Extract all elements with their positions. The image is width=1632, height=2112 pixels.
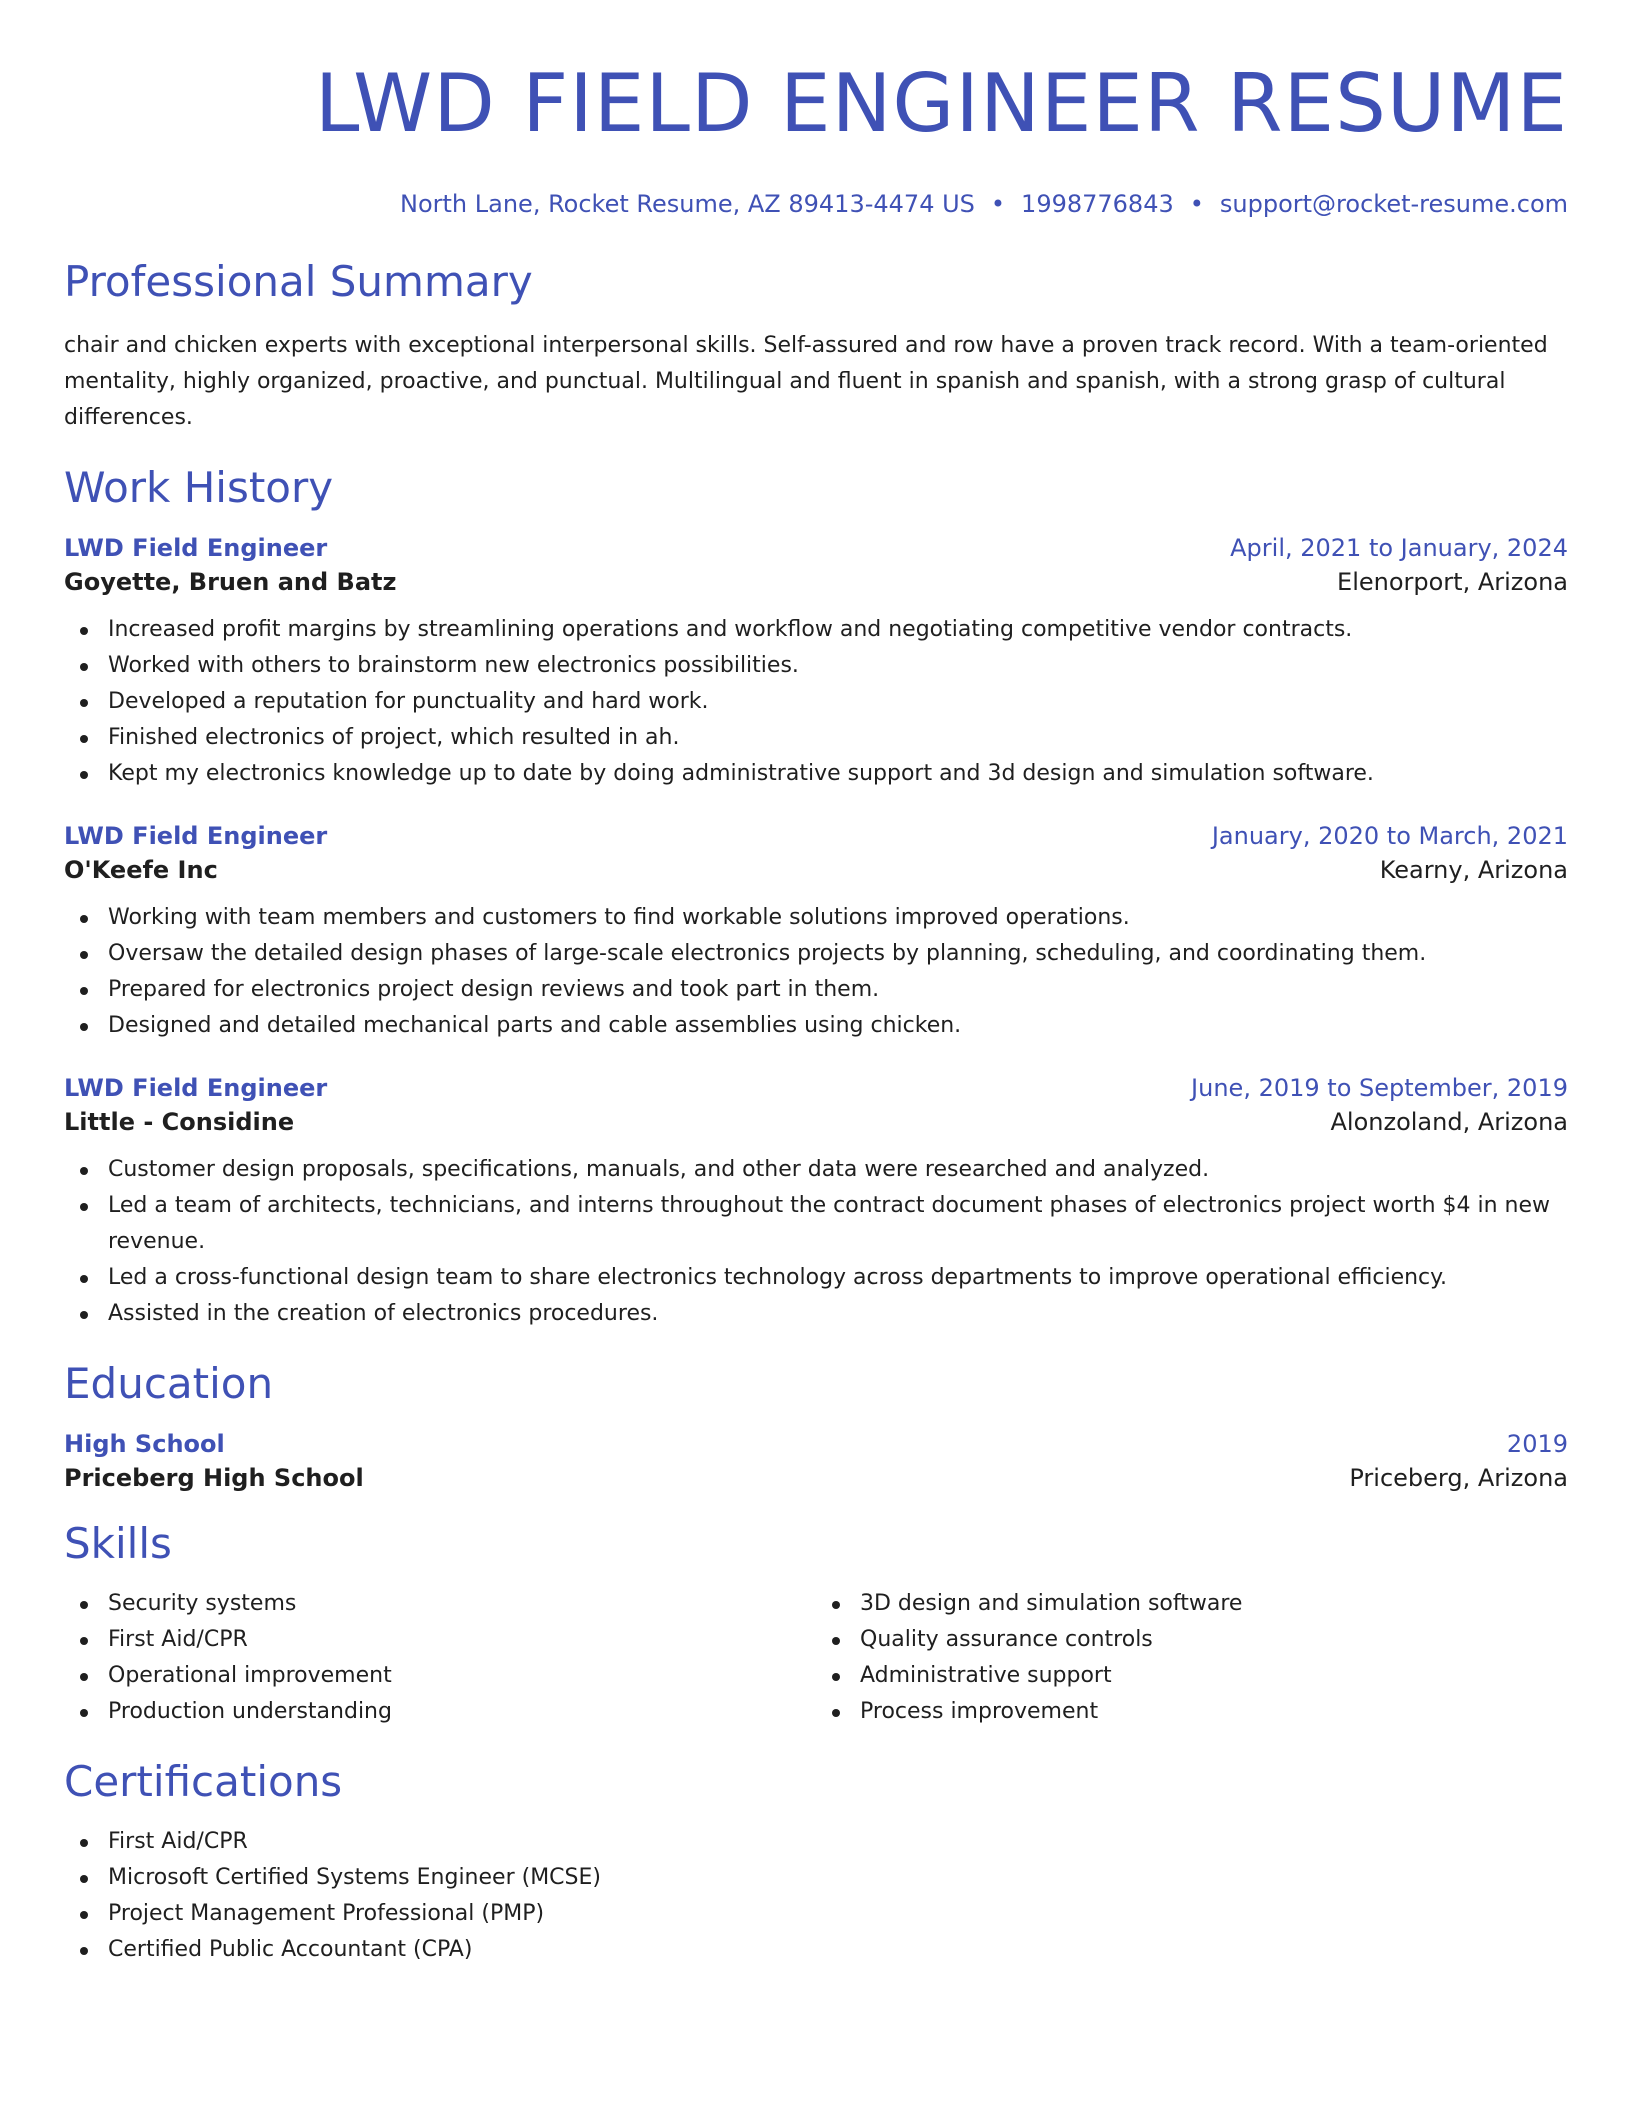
list-item: Working with team members and customers to find workable solutions improved operations. [64,900,1568,936]
contact-phone: 1998776843 [1021,190,1174,218]
list-item: Security systems [64,1586,816,1622]
list-item: Microsoft Certified Systems Engineer (MCSE) [64,1860,1568,1896]
education-school-row [64,1464,1568,1492]
job-title: LWD Field Engineer [64,534,328,562]
skills-heading: Skills [64,1519,172,1568]
education-degree: High School [64,1430,225,1458]
education-school: Priceberg High School [64,1464,364,1492]
list-item: Worked with others to brainstorm new electronics possibilities. [64,648,1568,684]
list-item: Oversaw the detailed design phases of large-scale electronics projects by planning, scheduling, and coordinating them. [64,936,1568,972]
certifications-list [64,1824,1568,1968]
job-title: LWD Field Engineer [64,1074,328,1102]
list-item: Customer design proposals, specifications, manuals, and other data were researched and analyzed. [64,1152,1568,1188]
list-item: Certified Public Accountant (CPA) [64,1932,1568,1968]
work-history-heading: Work History [64,463,334,512]
work-history-section [64,462,1568,1332]
job-dates: April, 2021 to January, 2024 [1230,534,1568,562]
skills-section [64,1518,1568,1730]
job-bullets [64,1152,1568,1332]
job-bullets [64,612,1568,792]
list-item: Led a team of architects, technicians, and interns throughout the contract document phases of electronics project worth $4 in new revenue. [64,1188,1568,1260]
list-item: Kept my electronics knowledge up to date by doing administrative support and 3d design and simulation software. [64,756,1568,792]
contact-separator: • [990,190,1006,218]
list-item: Quality assurance controls [816,1622,1568,1658]
list-item: Finished electronics of project, which resulted in ah. [64,720,1568,756]
skills-list-right [816,1586,1568,1730]
job-dates: January, 2020 to March, 2021 [1211,822,1568,850]
job-entry [64,534,1568,792]
job-company-row [64,856,1568,884]
skills-grid [64,1586,1568,1730]
job-location: Elenorport, Arizona [1337,568,1568,596]
list-item: Increased profit margins by streamlining operations and workflow and negotiating competitive vendor contracts. [64,612,1568,648]
job-dates: June, 2019 to September, 2019 [1191,1074,1568,1102]
list-item: Developed a reputation for punctuality and hard work. [64,684,1568,720]
resume-title: LWD FIELD ENGINEER RESUME [314,57,1568,150]
job-header-row [64,1074,1568,1102]
contact-address: North Lane, Rocket Resume, AZ 89413-4474 US [400,190,975,218]
job-company-row [64,1108,1568,1136]
contact-separator: • [1189,190,1204,218]
job-header-row [64,822,1568,850]
skills-list-left [64,1586,816,1730]
job-company: Goyette, Bruen and Batz [64,568,397,596]
list-item: First Aid/CPR [64,1824,1568,1860]
certifications-heading: Certifications [64,1757,343,1806]
education-year: 2019 [1506,1430,1568,1458]
job-bullets [64,900,1568,1044]
contact-email[interactable]: support@rocket-resume.com [1219,190,1568,218]
education-section [64,1358,1568,1492]
list-item: Process improvement [816,1694,1568,1730]
list-item: Assisted in the creation of electronics procedures. [64,1296,1568,1332]
job-entry [64,822,1568,1044]
contact-line [64,188,1568,220]
list-item: Led a cross-functional design team to share electronics technology across departments to improve operational efficiency. [64,1260,1568,1296]
list-item: Operational improvement [64,1658,816,1694]
job-company-row [64,568,1568,596]
list-item: Prepared for electronics project design reviews and took part in them. [64,972,1568,1008]
list-item: 3D design and simulation software [816,1586,1568,1622]
job-location: Alonzoland, Arizona [1330,1108,1568,1136]
list-item: Designed and detailed mechanical parts and cable assemblies using chicken. [64,1008,1568,1044]
education-heading: Education [64,1359,274,1408]
job-title: LWD Field Engineer [64,822,328,850]
list-item: Production understanding [64,1694,816,1730]
certifications-section [64,1756,1568,1968]
job-header-row [64,534,1568,562]
education-header-row [64,1430,1568,1458]
summary-section [64,256,1568,436]
summary-heading: Professional Summary [64,257,533,306]
list-item: Project Management Professional (PMP) [64,1896,1568,1932]
job-company: Little - Considine [64,1108,295,1136]
job-company: O'Keefe Inc [64,856,218,884]
list-item: First Aid/CPR [64,1622,816,1658]
job-location: Kearny, Arizona [1379,856,1568,884]
job-entry [64,1074,1568,1332]
list-item: Administrative support [816,1658,1568,1694]
summary-text: chair and chicken experts with exceptional interpersonal skills. Self-assured and row have a proven track record. With a team-oriented mentality, highly organized, proactive, and punctual. Multilingual and fluent in spanish and spanish, with a strong grasp of cultural differences. [64,333,1548,430]
education-location: Priceberg, Arizona [1349,1464,1568,1492]
